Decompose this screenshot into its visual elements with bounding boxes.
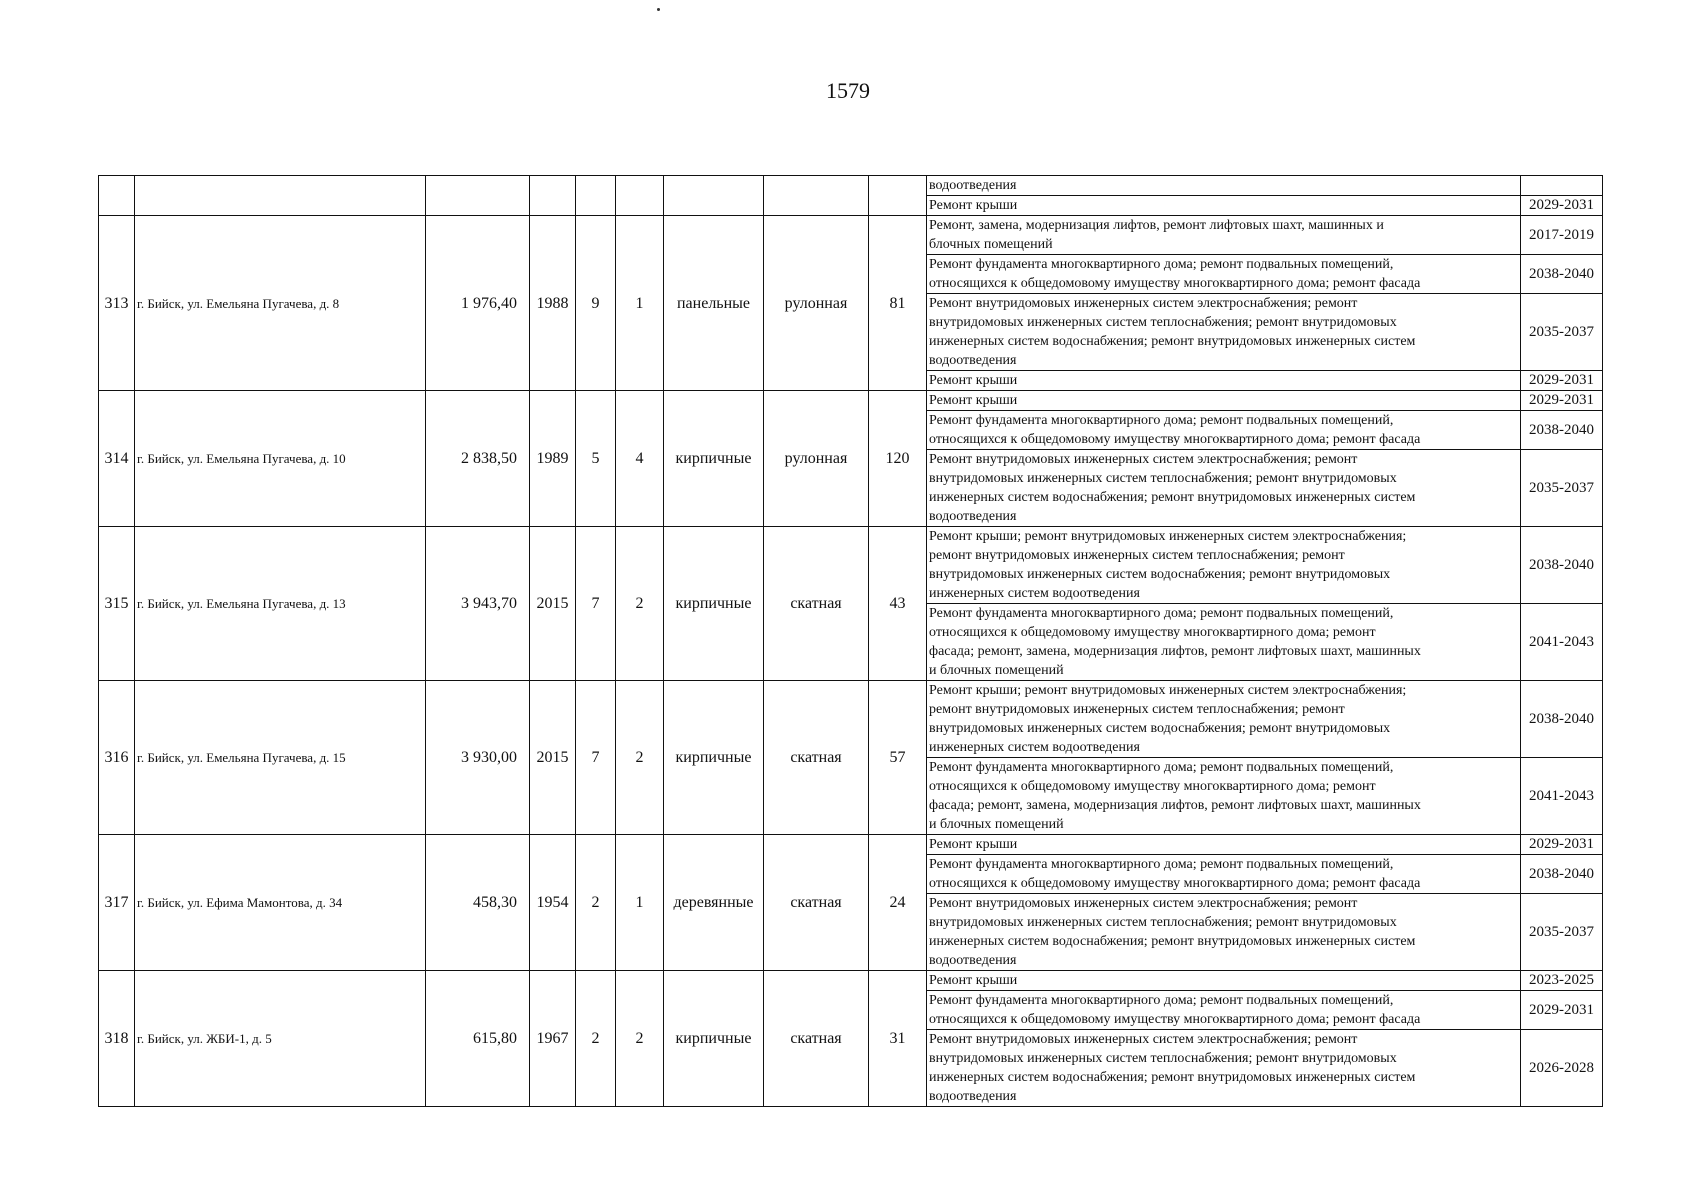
table-row <box>99 971 1603 991</box>
roof-type-cell: рулонная <box>764 216 869 391</box>
row-number-cell <box>99 176 135 216</box>
total-area-cell: 2 838,50 <box>426 391 530 527</box>
entrances-count-cell: 1 <box>616 216 664 391</box>
wall-material-cell: панельные <box>664 216 764 391</box>
table-row <box>99 835 1603 855</box>
floors-count-cell: 2 <box>576 971 616 1107</box>
work-type-cell: Ремонт крыши <box>927 835 1521 855</box>
work-type-cell: Ремонт крыши <box>927 371 1521 391</box>
work-type-cell: Ремонт крыши <box>927 971 1521 991</box>
roof-type-cell: скатная <box>764 681 869 835</box>
total-area-cell: 1 976,40 <box>426 216 530 391</box>
floors-count-cell <box>576 176 616 216</box>
row-number-cell: 314 <box>99 391 135 527</box>
wall-material-cell: кирпичные <box>664 527 764 681</box>
total-area-cell: 3 930,00 <box>426 681 530 835</box>
work-period-cell: 2026-2028 <box>1521 1030 1603 1107</box>
work-type-cell: Ремонт крыши; ремонт внутридомовых инженерных систем электроснабжения; ремонт внутридомовых инженерных систем теплоснабжения; ремонт внутридомовых инженерных систем водоснабжения; ремонт внутридомовых инженерных систем водоотведения <box>927 527 1521 604</box>
row-number-cell: 315 <box>99 527 135 681</box>
entrances-count-cell: 4 <box>616 391 664 527</box>
work-period-cell: 2035-2037 <box>1521 450 1603 527</box>
work-period-cell: 2041-2043 <box>1521 758 1603 835</box>
wall-material-cell: кирпичные <box>664 971 764 1107</box>
wall-material-cell: деревянные <box>664 835 764 971</box>
entrances-count-cell: 2 <box>616 681 664 835</box>
address-cell: г. Бийск, ул. Емельяна Пугачева, д. 15 <box>135 681 426 835</box>
address-cell: г. Бийск, ул. Емельяна Пугачева, д. 8 <box>135 216 426 391</box>
build-year-cell: 1954 <box>530 835 576 971</box>
work-period-cell: 2029-2031 <box>1521 991 1603 1030</box>
work-period-cell: 2038-2040 <box>1521 855 1603 894</box>
work-period-cell: 2038-2040 <box>1521 255 1603 294</box>
work-type-cell: Ремонт фундамента многоквартирного дома; ремонт подвальных помещений, относящихся к общедомовому имуществу многоквартирного дома; ремонт фасада; ремонт, замена, модернизация лифтов, ремонт лифтовых шахт, машинных и блочных помещений <box>927 758 1521 835</box>
work-period-cell: 2023-2025 <box>1521 971 1603 991</box>
table-row <box>99 176 1603 196</box>
work-type-cell: Ремонт фундамента многоквартирного дома; ремонт подвальных помещений, относящихся к общедомовому имуществу многоквартирного дома; ремонт фасада <box>927 855 1521 894</box>
page-number: 1579 <box>826 78 870 103</box>
address-cell: г. Бийск, ул. ЖБИ-1, д. 5 <box>135 971 426 1107</box>
entrances-count-cell: 1 <box>616 835 664 971</box>
residents-count-cell: 120 <box>869 391 927 527</box>
work-period-cell: 2029-2031 <box>1521 196 1603 216</box>
residents-count-cell: 81 <box>869 216 927 391</box>
work-period-cell: 2029-2031 <box>1521 835 1603 855</box>
work-type-cell: Ремонт внутридомовых инженерных систем электроснабжения; ремонт внутридомовых инженерных систем теплоснабжения; ремонт внутридомовых инженерных систем водоснабжения; ремонт внутридомовых инженерных систем водоотведения <box>927 450 1521 527</box>
address-cell: г. Бийск, ул. Емельяна Пугачева, д. 10 <box>135 391 426 527</box>
roof-type-cell <box>764 176 869 216</box>
work-period-cell: 2038-2040 <box>1521 681 1603 758</box>
work-type-cell: водоотведения <box>927 176 1521 196</box>
work-type-cell: Ремонт крыши; ремонт внутридомовых инженерных систем электроснабжения; ремонт внутридомовых инженерных систем теплоснабжения; ремонт внутридомовых инженерных систем водоснабжения; ремонт внутридомовых инженерных систем водоотведения <box>927 681 1521 758</box>
residents-count-cell: 43 <box>869 527 927 681</box>
wall-material-cell <box>664 176 764 216</box>
work-type-cell: Ремонт внутридомовых инженерных систем электроснабжения; ремонт внутридомовых инженерных систем теплоснабжения; ремонт внутридомовых инженерных систем водоснабжения; ремонт внутридомовых инженерных систем водоотведения <box>927 294 1521 371</box>
total-area-cell <box>426 176 530 216</box>
entrances-count-cell: 2 <box>616 527 664 681</box>
work-type-cell: Ремонт фундамента многоквартирного дома; ремонт подвальных помещений, относящихся к общедомовому имуществу многоквартирного дома; ремонт фасада; ремонт, замена, модернизация лифтов, ремонт лифтовых шахт, машинных и блочных помещений <box>927 604 1521 681</box>
table-row <box>99 527 1603 604</box>
floors-count-cell: 9 <box>576 216 616 391</box>
table-row <box>99 216 1603 255</box>
work-period-cell: 2041-2043 <box>1521 604 1603 681</box>
floors-count-cell: 7 <box>576 527 616 681</box>
work-period-cell: 2029-2031 <box>1521 371 1603 391</box>
roof-type-cell: скатная <box>764 835 869 971</box>
work-period-cell: 2035-2037 <box>1521 294 1603 371</box>
floors-count-cell: 5 <box>576 391 616 527</box>
capital-repair-table <box>98 175 1603 1107</box>
work-type-cell: Ремонт крыши <box>927 196 1521 216</box>
residents-count-cell: 24 <box>869 835 927 971</box>
total-area-cell: 3 943,70 <box>426 527 530 681</box>
table-body <box>99 176 1603 1107</box>
entrances-count-cell <box>616 176 664 216</box>
address-cell <box>135 176 426 216</box>
work-type-cell: Ремонт внутридомовых инженерных систем электроснабжения; ремонт внутридомовых инженерных систем теплоснабжения; ремонт внутридомовых инженерных систем водоснабжения; ремонт внутридомовых инженерных систем водоотведения <box>927 1030 1521 1107</box>
build-year-cell: 2015 <box>530 681 576 835</box>
work-type-cell: Ремонт фундамента многоквартирного дома; ремонт подвальных помещений, относящихся к общедомовому имуществу многоквартирного дома; ремонт фасада <box>927 255 1521 294</box>
work-period-cell: 2035-2037 <box>1521 894 1603 971</box>
build-year-cell: 1988 <box>530 216 576 391</box>
work-type-cell: Ремонт крыши <box>927 391 1521 411</box>
work-period-cell: 2017-2019 <box>1521 216 1603 255</box>
work-period-cell: 2038-2040 <box>1521 411 1603 450</box>
build-year-cell: 1989 <box>530 391 576 527</box>
table-row <box>99 681 1603 758</box>
wall-material-cell: кирпичные <box>664 681 764 835</box>
row-number-cell: 318 <box>99 971 135 1107</box>
build-year-cell: 1967 <box>530 971 576 1107</box>
wall-material-cell: кирпичные <box>664 391 764 527</box>
total-area-cell: 458,30 <box>426 835 530 971</box>
work-period-cell: 2038-2040 <box>1521 527 1603 604</box>
entrances-count-cell: 2 <box>616 971 664 1107</box>
row-number-cell: 317 <box>99 835 135 971</box>
floors-count-cell: 7 <box>576 681 616 835</box>
work-period-cell <box>1521 176 1603 196</box>
roof-type-cell: скатная <box>764 971 869 1107</box>
floors-count-cell: 2 <box>576 835 616 971</box>
residents-count-cell: 57 <box>869 681 927 835</box>
roof-type-cell: рулонная <box>764 391 869 527</box>
work-type-cell: Ремонт фундамента многоквартирного дома; ремонт подвальных помещений, относящихся к общедомовому имуществу многоквартирного дома; ремонт фасада <box>927 991 1521 1030</box>
scan-speck <box>657 8 660 11</box>
build-year-cell <box>530 176 576 216</box>
work-type-cell: Ремонт, замена, модернизация лифтов, ремонт лифтовых шахт, машинных и блочных помещений <box>927 216 1521 255</box>
capital-repair-table-container <box>98 175 1603 1107</box>
work-period-cell: 2029-2031 <box>1521 391 1603 411</box>
address-cell: г. Бийск, ул. Ефима Мамонтова, д. 34 <box>135 835 426 971</box>
build-year-cell: 2015 <box>530 527 576 681</box>
work-type-cell: Ремонт фундамента многоквартирного дома; ремонт подвальных помещений, относящихся к общедомовому имуществу многоквартирного дома; ремонт фасада <box>927 411 1521 450</box>
row-number-cell: 316 <box>99 681 135 835</box>
address-cell: г. Бийск, ул. Емельяна Пугачева, д. 13 <box>135 527 426 681</box>
total-area-cell: 615,80 <box>426 971 530 1107</box>
table-row <box>99 391 1603 411</box>
row-number-cell: 313 <box>99 216 135 391</box>
work-type-cell: Ремонт внутридомовых инженерных систем электроснабжения; ремонт внутридомовых инженерных систем теплоснабжения; ремонт внутридомовых инженерных систем водоснабжения; ремонт внутридомовых инженерных систем водоотведения <box>927 894 1521 971</box>
residents-count-cell: 31 <box>869 971 927 1107</box>
residents-count-cell <box>869 176 927 216</box>
roof-type-cell: скатная <box>764 527 869 681</box>
